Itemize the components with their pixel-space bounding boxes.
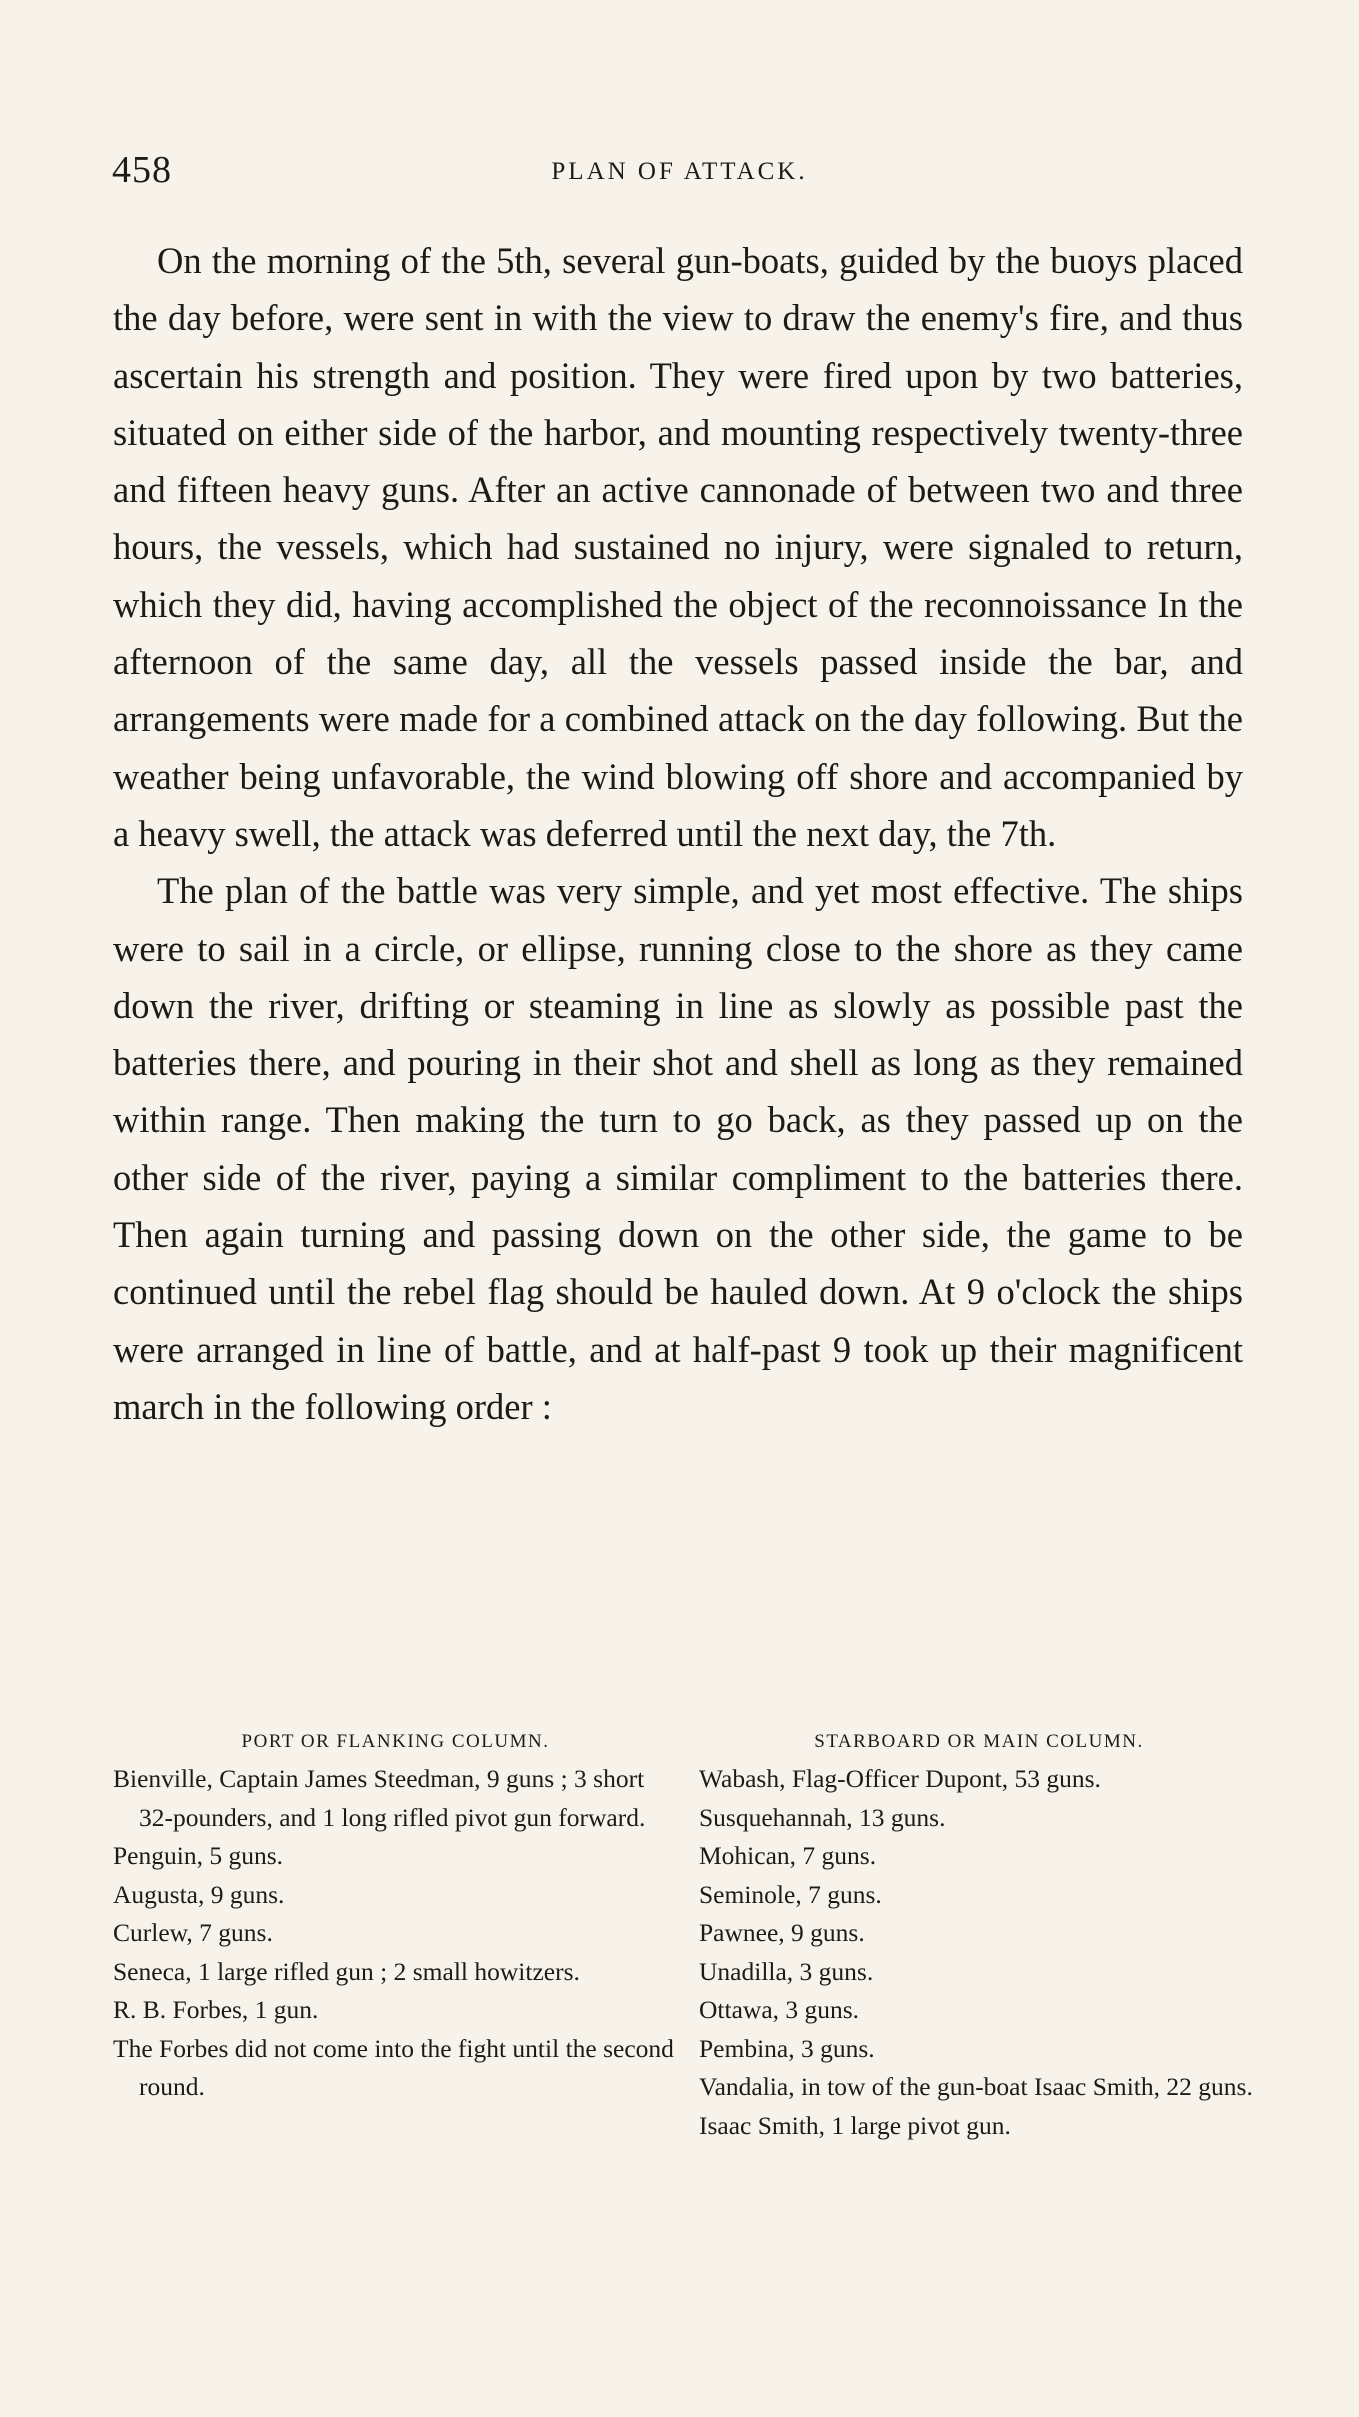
- starboard-column: [699, 1728, 1259, 2145]
- list-item: R. B. Forbes, 1 gun.: [113, 1995, 319, 2024]
- body-text: [113, 232, 1243, 1435]
- list-item: Pembina, 3 guns.: [699, 2033, 875, 2063]
- port-column-heading: PORT OR FLANKING COLUMN.: [241, 1731, 550, 1752]
- list-item: Augusta, 9 guns.: [113, 1879, 285, 1909]
- paragraph: The plan of the battle was very simple, and yet most effective. The ships were to sail in a circle, or ellipse, running close to the shore as they came down the river, drifting or steaming in line as slowly as possible past the batteries there, and pouring in their shot and shell as long as they remained within range. Then making the turn to go back, as they passed up on the other side of the river, paying a similar compliment to the batteries there. Then again turning and passing down on the other side, the game to be continued until the rebel flag should be hauled down. At 9 o'clock the ships were arranged in line of battle, and at half-past 9 took up their magnificent march in the following order :: [113, 870, 1243, 1427]
- list-item: Ottawa, 3 guns.: [699, 1995, 860, 2024]
- list-item: Susquehannah, 13 guns.: [699, 1802, 946, 1832]
- list-item: Mohican, 7 guns.: [699, 1841, 877, 1870]
- list-item: Bienville, Captain James Steedman, 9 guns ; 3 short 32-pounders, and 1 long rifled pivot gun forward.: [113, 1764, 646, 1832]
- paragraph: On the morning of the 5th, several gun-boats, guided by the buoys placed the day before, were sent in with the view to draw the enemy's fire, and thus ascertain his strength and position. They were fired upon by two batteries, situated on either side of the harbor, and mounting respectively twenty-three and fifteen heavy guns. After an active cannonade of between two and three hours, the vessels, which had sustained no injury, were signaled to return, which they did, having accomplished the object of the reconnoissance In the afternoon of the same day, all the vessels passed inside the bar, and arrangements were made for a combined attack on the day following. But the weather being unfavorable, the wind blowing off shore and accompanied by a heavy swell, the attack was deferred until the next day, the 7th.: [113, 240, 1243, 854]
- list-item: Isaac Smith, 1 large pivot gun.: [699, 2110, 1011, 2140]
- list-item: Pawnee, 9 guns.: [699, 1918, 865, 1947]
- list-item: Wabash, Flag-Officer Dupont, 53 guns.: [699, 1764, 1101, 1793]
- list-item: The Forbes did not come into the fight until the second round.: [113, 2033, 674, 2101]
- starboard-column-heading: STARBOARD OR MAIN COLUMN.: [814, 1731, 1144, 1752]
- running-head: PLAN OF ATTACK.: [551, 158, 808, 185]
- list-item: Unadilla, 3 guns.: [699, 1956, 874, 1986]
- list-item: Seminole, 7 guns.: [699, 1879, 882, 1909]
- list-item: Seneca, 1 large rifled gun ; 2 small howitzers.: [113, 1956, 580, 1986]
- port-column: [113, 1728, 678, 2107]
- page-number: 458: [112, 149, 172, 191]
- list-item: Vandalia, in tow of the gun-boat Isaac Smith, 22 guns.: [699, 2072, 1253, 2101]
- list-item: Curlew, 7 guns.: [113, 1918, 273, 1947]
- page-header: [112, 148, 1247, 192]
- list-item: Penguin, 5 guns.: [113, 1841, 284, 1870]
